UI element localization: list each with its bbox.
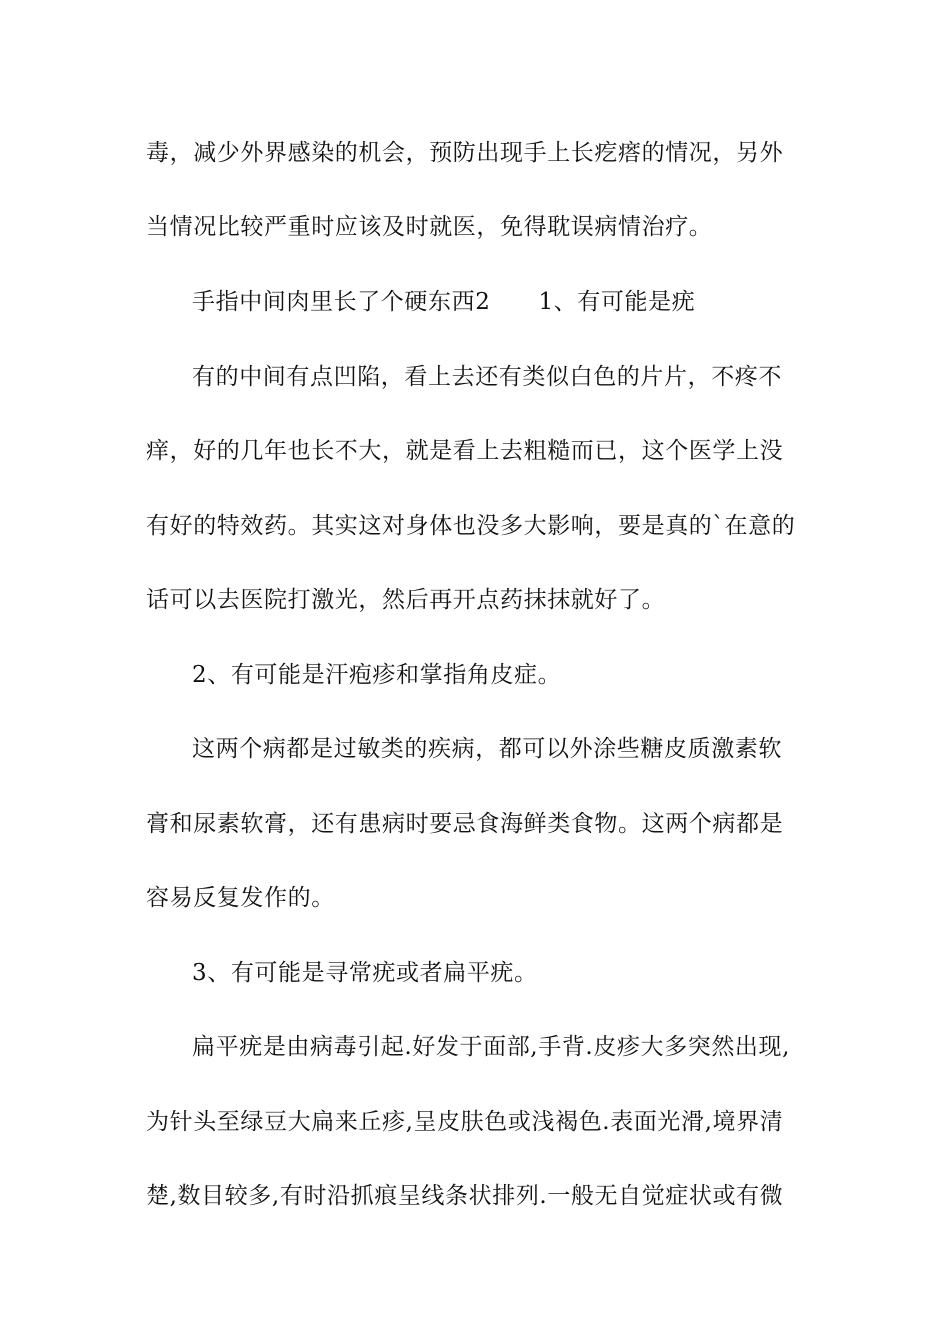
paragraph-line: 有的中间有点凹陷，看上去还有类似白色的片片，不疼不	[192, 364, 782, 390]
paragraph-line: 有好的特效药。其实这对身体也没多大影响，要是真的`在意的	[146, 513, 796, 539]
paragraph-line: 这两个病都是过敏类的疾病，都可以外涂些糖皮质激素软	[192, 736, 782, 762]
section-heading	[192, 287, 695, 317]
heading-title: 手指中间肉里长了个硬东西2	[192, 289, 491, 315]
paragraph-line: 楚,数目较多,有时沿抓痕呈线条状排列.一般无自觉症状或有微	[146, 1183, 784, 1209]
paragraph-line: 为针头至绿豆大扁来丘疹,呈皮肤色或浅褐色.表面光滑,境界清	[146, 1109, 784, 1135]
paragraph-line: 容易反复发作的。	[146, 885, 335, 911]
paragraph-line: 话可以去医院打激光，然后再开点药抹抹就好了。	[146, 587, 666, 613]
paragraph-line: 扁平疣是由病毒引起.好发于面部,手背.皮疹大多突然出现,	[192, 1034, 791, 1060]
list-item-heading: 2、有可能是汗疱疹和掌指角皮症。	[192, 662, 562, 688]
heading-first-point: 1、有可能是疣	[538, 289, 696, 315]
paragraph-line: 当情况比较严重时应该及时就医，免得耽误病情治疗。	[146, 214, 713, 240]
paragraph-line: 毒，减少外界感染的机会，预防出现手上长疙瘩的情况，另外	[146, 140, 784, 166]
paragraph-line: 膏和尿素软膏，还有患病时要忌食海鲜类食物。这两个病都是	[146, 811, 784, 837]
list-item-heading: 3、有可能是寻常疣或者扁平疣。	[192, 960, 538, 986]
paragraph-line: 痒，好的几年也长不大，就是看上去粗糙而已，这个医学上没	[146, 438, 784, 464]
